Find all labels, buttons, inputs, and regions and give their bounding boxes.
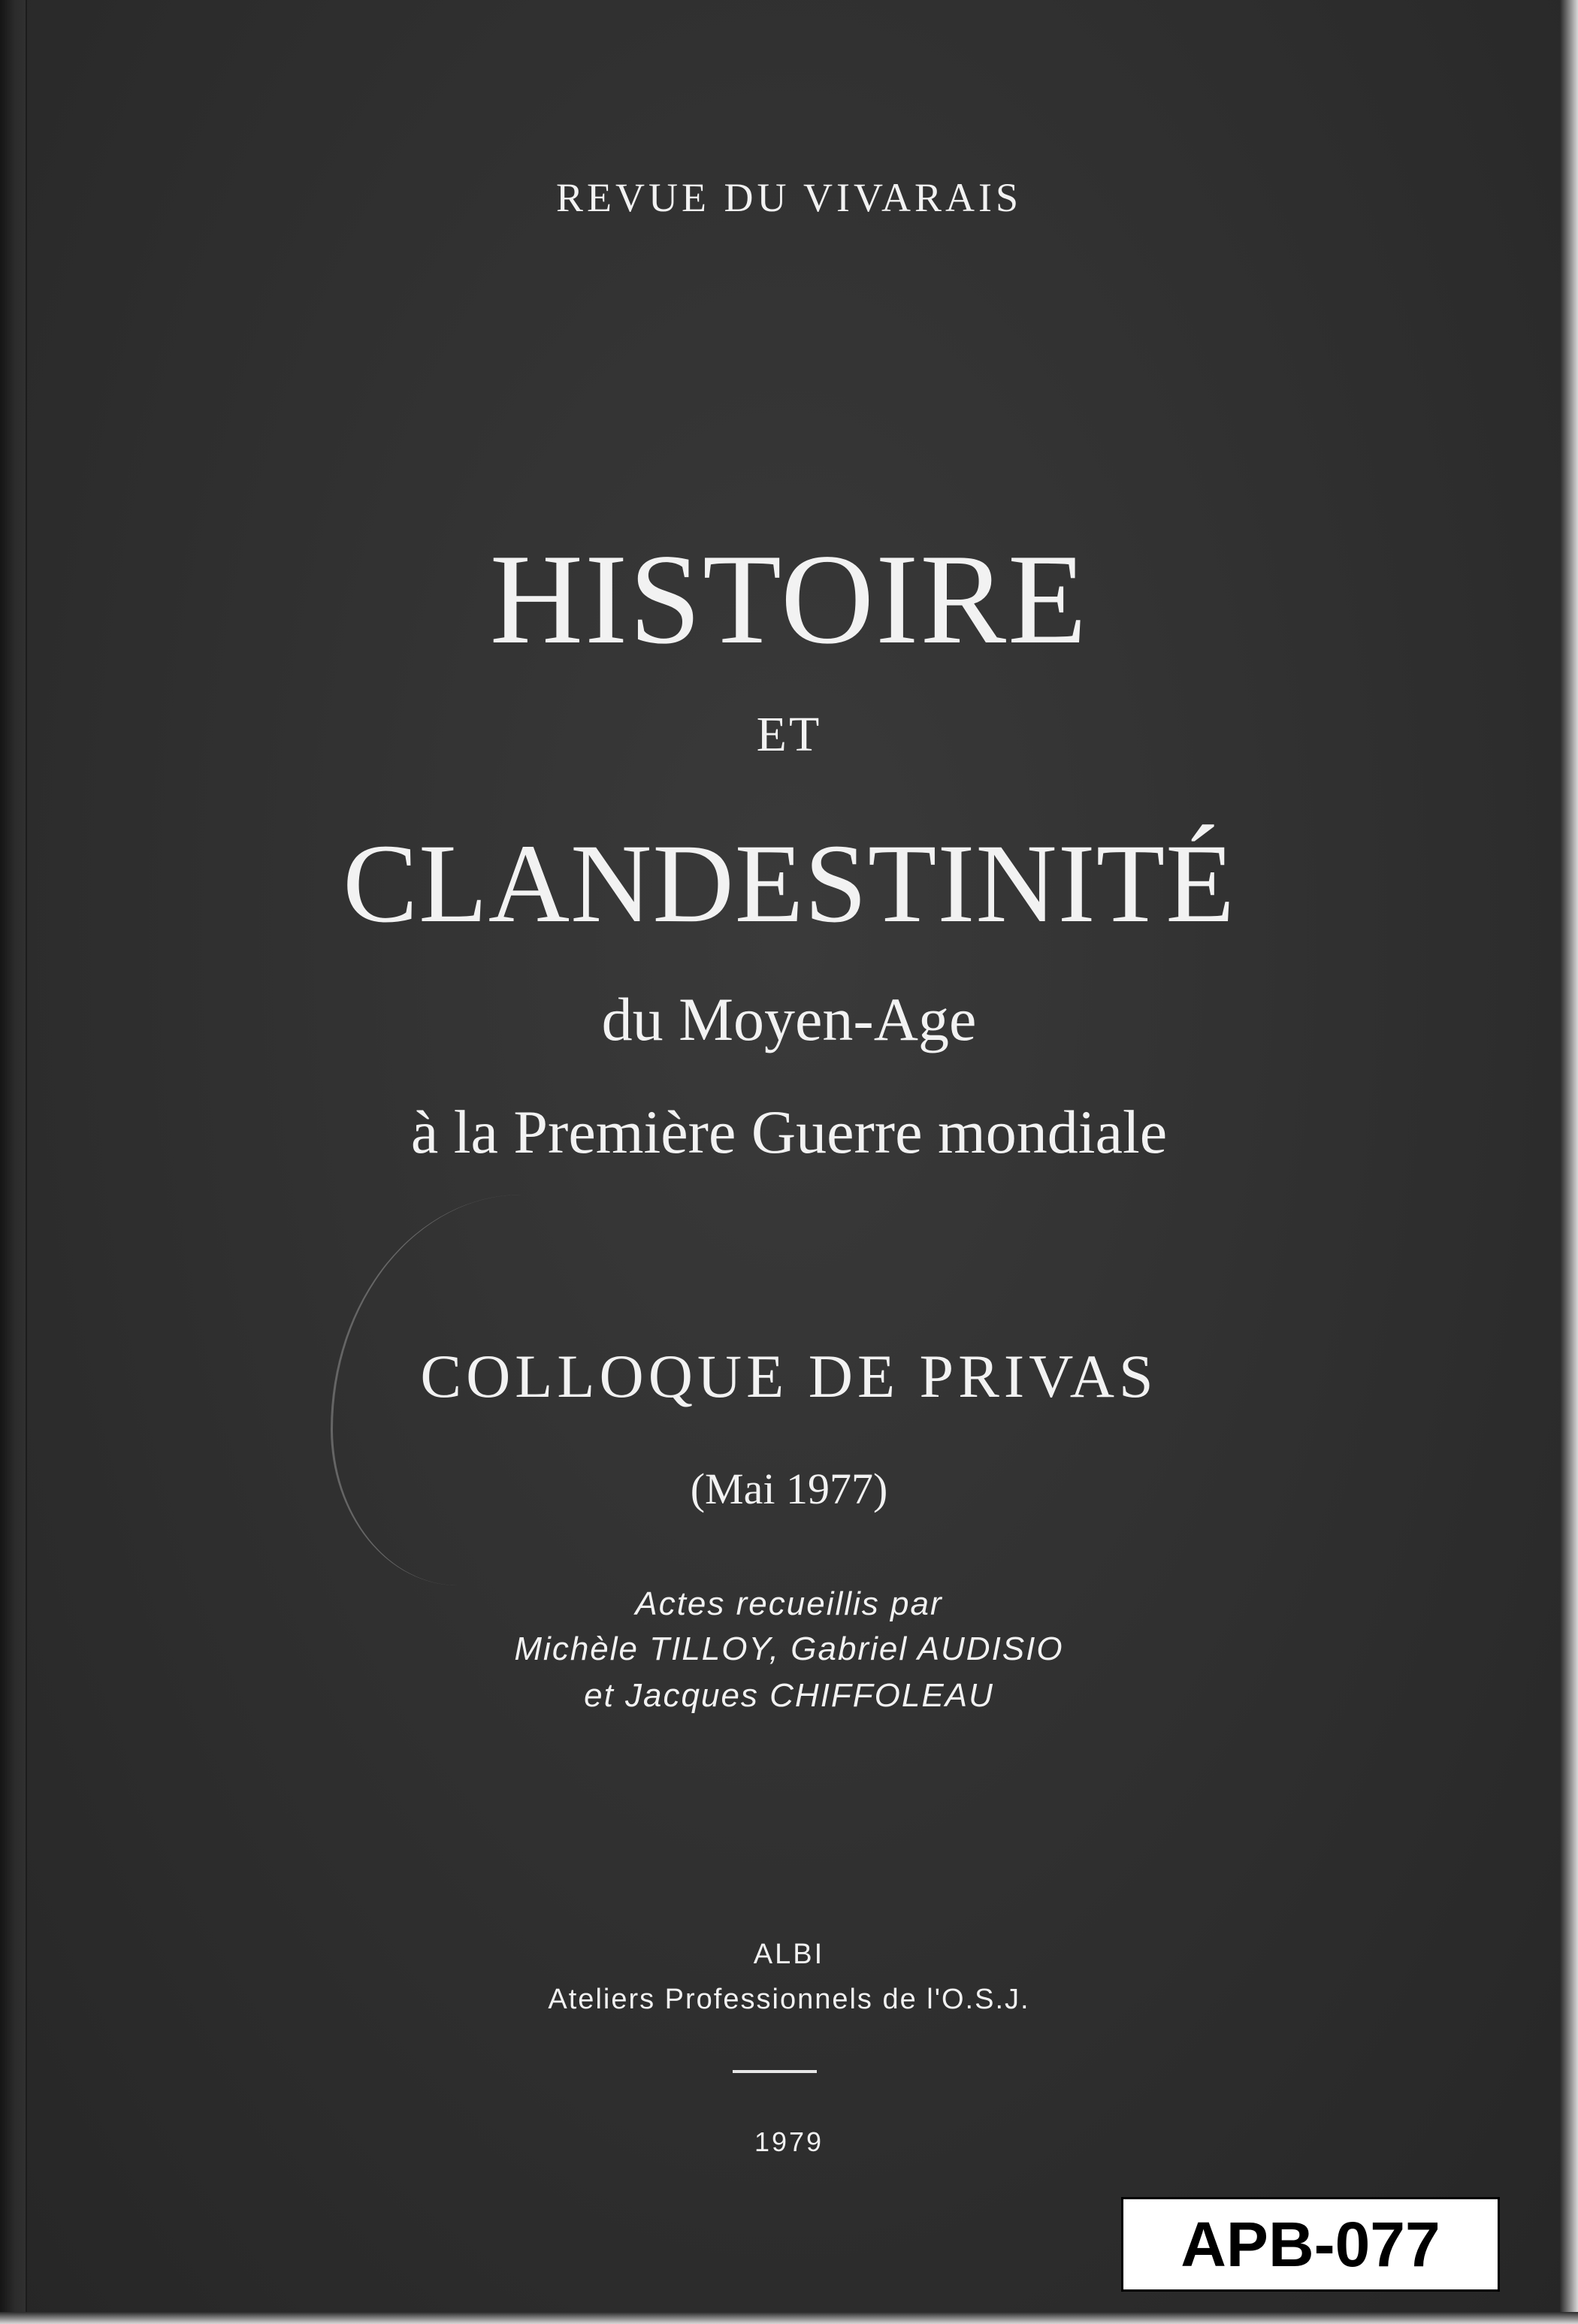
publication-year: 1979 [754,2126,824,2157]
editors-line-2: et Jacques CHIFFOLEAU [584,1677,994,1714]
editors-line-1: Michèle TILLOY, Gabriel AUDISIO [514,1630,1064,1667]
title-line-2: CLANDESTINITÉ [343,821,1235,946]
journal-name: REVUE DU VIVARAIS [555,175,1023,220]
subtitle-line-1: du Moyen-Age [601,985,977,1053]
cover-bottom-edge [0,2312,1578,2324]
actes-label: Actes recueillis par [635,1585,943,1622]
publisher-name: Ateliers Professionnels de l'O.S.J. [548,1984,1030,2015]
colloquium-date: (Mai 1977) [690,1464,888,1513]
publication-city: ALBI [753,1939,825,1970]
catalog-label [1121,2197,1500,2292]
colloquium-title: COLLOQUE DE PRIVAS [420,1342,1158,1410]
subtitle-line-2: à la Première Guerre mondiale [410,1098,1168,1166]
catalog-code: APB-077 [1180,2208,1440,2280]
title-line-1: HISTOIRE [489,528,1089,671]
title-conjunction: ET [756,707,822,762]
divider-rule [733,2070,817,2073]
